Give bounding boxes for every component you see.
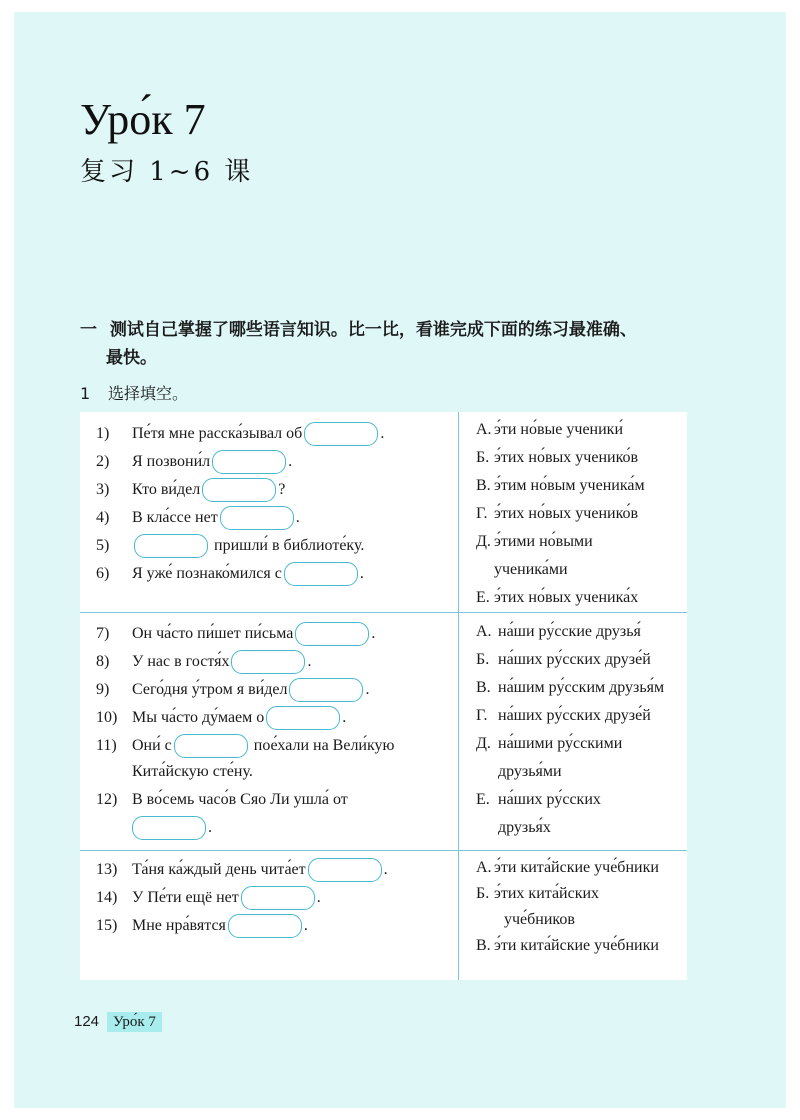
answer-blank[interactable]	[134, 534, 208, 558]
task-heading	[80, 382, 188, 406]
option-text: э́тим но́вым ученика́м	[494, 477, 645, 494]
answer-blank[interactable]	[231, 650, 305, 674]
question-text: В кла́ссе нет	[132, 509, 218, 526]
question-text: .	[380, 425, 385, 442]
question-number: 15)	[96, 917, 118, 934]
question-text: .	[303, 917, 308, 934]
task-number: 1	[80, 384, 91, 403]
question-number: 10)	[96, 709, 118, 726]
question-text: У Пе́ти ещё нет	[132, 889, 239, 906]
answer-blank[interactable]	[132, 816, 206, 840]
intro-line-2: 最快。	[106, 348, 157, 368]
question-text: .	[359, 565, 364, 582]
question-text: У нас в гостя́х	[132, 653, 230, 670]
question-text: .	[365, 681, 370, 698]
option-label: Д.	[476, 533, 491, 550]
option-text: на́ших ру́сских	[498, 791, 601, 808]
question-number: 6)	[96, 565, 110, 582]
answer-blank[interactable]	[295, 622, 369, 646]
question-text: Мы ча́сто ду́маем о	[132, 709, 265, 726]
lesson-subtitle: 复习 1~6 课	[80, 157, 254, 187]
question-number: 5)	[96, 537, 110, 554]
question-text: .	[383, 861, 388, 878]
option-text: на́шими ру́сскими	[498, 735, 623, 752]
row-divider	[80, 850, 687, 851]
question-text: Та́ня ка́ждый день чита́ет	[132, 861, 306, 878]
option-label: А.	[476, 859, 492, 876]
option-text: на́ших ру́сских друзе́й	[498, 651, 651, 668]
question-number: 2)	[96, 453, 110, 470]
option-label: В.	[476, 937, 491, 954]
question-text: .	[295, 509, 300, 526]
answer-blank[interactable]	[202, 478, 276, 502]
question-text: пришли́ в библиоте́ку.	[214, 537, 365, 554]
option-text: э́ти но́вые ученики́	[494, 421, 623, 438]
answer-blank[interactable]	[174, 734, 248, 758]
question-text: Кита́йскую сте́ну.	[132, 763, 253, 780]
question-text: Они́ с	[132, 737, 172, 754]
question-text: ?	[278, 481, 286, 498]
row-divider	[80, 612, 687, 613]
question-text: Мне нра́вятся	[132, 917, 226, 934]
question-number: 1)	[96, 425, 110, 442]
option-label: А.	[476, 623, 492, 640]
question-number: 8)	[96, 653, 110, 670]
question-text: .	[342, 709, 347, 726]
question-number: 3)	[96, 481, 110, 498]
option-label: В.	[476, 477, 491, 494]
option-text: на́ши ру́сские друзья́	[498, 623, 641, 640]
question-text: .	[371, 625, 376, 642]
exercise-table	[80, 412, 687, 980]
question-text: пое́хали на Вели́кую	[253, 737, 395, 754]
option-label: Б.	[476, 449, 490, 466]
answer-blank[interactable]	[304, 422, 378, 446]
option-text: э́тих но́вых ученико́в	[494, 505, 639, 522]
intro-line-1: 测试自己掌握了哪些语言知识。比一比，看谁完成下面的练习最准确、	[109, 320, 637, 340]
question-text: Я позвони́л	[132, 453, 211, 470]
option-text: э́ти кита́йские уче́бники	[494, 859, 659, 876]
section-intro	[80, 316, 720, 372]
option-label: В.	[476, 679, 491, 696]
option-label: Д.	[476, 735, 491, 752]
question-text: .	[208, 819, 212, 836]
option-label: Г.	[476, 707, 488, 724]
question-text: .	[316, 889, 321, 906]
question-number: 13)	[96, 861, 118, 878]
question-number: 7)	[96, 625, 110, 642]
answer-blank[interactable]	[266, 706, 340, 730]
answer-blank[interactable]	[289, 678, 363, 702]
option-text: э́ти кита́йские уче́бники	[494, 937, 659, 954]
question-number: 11)	[96, 737, 117, 754]
question-text: Я уже́ познако́мился с	[132, 565, 282, 582]
answer-blank[interactable]	[284, 562, 358, 586]
question-number: 4)	[96, 509, 110, 526]
column-divider	[458, 412, 459, 980]
question-text: .	[288, 453, 293, 470]
option-label: Е.	[476, 589, 490, 606]
option-text: на́ших ру́сских друзе́й	[498, 707, 651, 724]
answer-blank[interactable]	[212, 450, 286, 474]
task-text: 选择填空。	[108, 384, 189, 403]
option-text: ученика́ми	[494, 561, 568, 578]
option-text: э́тих но́вых ученико́в	[494, 449, 639, 466]
answer-blank[interactable]	[228, 914, 302, 938]
option-text: на́шим ру́сским друзья́м	[498, 679, 665, 696]
option-text: друзья́х	[498, 819, 551, 836]
page-footer	[74, 1012, 162, 1032]
answer-blank[interactable]	[220, 506, 294, 530]
lesson-title: Уро́к 7	[80, 95, 206, 144]
question-text: Пе́тя мне расска́зывал об	[132, 425, 303, 442]
question-text: Кто ви́дел	[132, 481, 201, 498]
option-label: Б.	[476, 651, 490, 668]
option-text: друзья́ми	[498, 763, 562, 780]
page-number: 124	[74, 1013, 100, 1030]
question-text: В во́семь часо́в Сяо Ли ушла́ от	[132, 791, 348, 808]
option-label: Б.	[476, 885, 490, 902]
section-marker: 一	[80, 320, 97, 340]
option-text: э́тих кита́йских	[494, 885, 600, 902]
question-text: Сего́дня у́тром я ви́дел	[132, 681, 288, 698]
answer-blank[interactable]	[308, 858, 382, 882]
question-text: .	[307, 653, 312, 670]
lesson-tag: Уро́к 7	[107, 1012, 162, 1032]
option-label: А.	[476, 421, 492, 438]
question-number: 14)	[96, 889, 118, 906]
option-text: э́тих но́вых ученика́х	[494, 589, 639, 606]
question-number: 9)	[96, 681, 110, 698]
option-label: Е.	[476, 791, 490, 808]
option-text: э́тими но́выми	[494, 533, 593, 550]
question-number: 12)	[96, 791, 118, 808]
option-text: уче́бников	[504, 911, 575, 928]
question-text: Он ча́сто пи́шет пи́сьма	[132, 625, 294, 642]
answer-blank[interactable]	[241, 886, 315, 910]
option-label: Г.	[476, 505, 488, 522]
